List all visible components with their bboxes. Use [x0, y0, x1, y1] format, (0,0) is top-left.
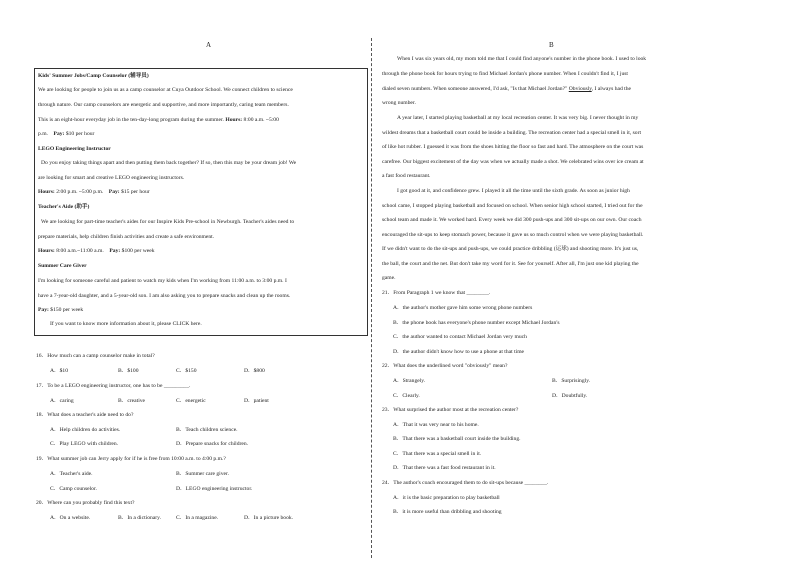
passage-b-line: I got good at it, and confidence grew. I played it all the time until the sixth grade. As soon as junior high: [397, 188, 630, 194]
pay-label: Pay:: [108, 189, 120, 195]
underlined-word-obviously: Obviously: [568, 86, 592, 92]
question-20-option-c[interactable]: C．In a magazine.: [176, 515, 219, 521]
pay-value: $10 per hour: [65, 131, 95, 137]
question-19-option-b[interactable]: B．Summer care giver.: [176, 471, 229, 477]
question-17-option-a[interactable]: A．caring: [50, 398, 74, 404]
section-title-teachers-aide: Teacher's Aide (助手): [38, 204, 90, 210]
passage-a-line: [38, 189, 150, 196]
passage-b-line: When I was six years old, my mom told me that I could find anyone's number in the phone book. I used to look: [397, 56, 647, 62]
passage-a-line: [38, 117, 279, 124]
passage-a-line: I'm looking for someone careful and patient to watch my kids when I'm working from 11:00 a.m. to 3:00 p.m. I: [38, 278, 287, 284]
passage-a-line: We are looking for people to join us as a camp counselor at Cuya Outdoor School. We connect children to science: [38, 87, 293, 93]
column-label-b: B: [549, 41, 554, 49]
question-22-stem: 22．What does the underlined word "obviously" mean?: [382, 363, 508, 369]
passage-b-line: If we didn't want to do the sit-ups and push-ups, we could practice dribbling (运球) and shooting more. It's just us,: [382, 246, 639, 252]
question-22-option-c[interactable]: C．Clearly.: [393, 393, 420, 399]
hours-value: 2:00 p.m. ~5:00 p.m.: [56, 189, 104, 195]
question-20-option-d[interactable]: D．In a picture book.: [244, 515, 294, 521]
question-22-option-d[interactable]: D．Doubtfully.: [552, 393, 588, 399]
pay-label: Pay:: [53, 131, 65, 137]
question-16-stem: 16．How much can a camp counselor make in total?: [36, 353, 155, 359]
question-20-option-a[interactable]: A．On a website.: [50, 515, 91, 521]
question-23-option-d[interactable]: D．That there was a fast food restaurant in it.: [393, 465, 496, 471]
column-label-a: A: [206, 41, 212, 49]
hours-label: Hours:: [38, 248, 55, 254]
passage-b-line: wildest dreams that a basketball court could be inside a building. The recreation center had a special smell in it, sort: [382, 130, 641, 136]
passage-b-line: encouraged the sit-ups to keep stomach power, because it gave us so much control when we were playing basketball.: [382, 232, 644, 238]
section-title-summer-care-giver: Summer Care Giver: [38, 263, 87, 269]
passage-a-line: prepare materials, help children finish activities and create a safe environment.: [38, 234, 215, 240]
question-18-stem: 18．What does a teacher's aide need to do?: [36, 412, 134, 418]
question-16-option-c[interactable]: C．$150: [176, 368, 197, 374]
question-18-option-d[interactable]: D．Prepare snacks for children.: [176, 441, 249, 447]
pay-label: Pay:: [109, 248, 121, 254]
question-18-option-c[interactable]: C．Play LEGO with children.: [50, 441, 119, 447]
passage-b-line: game.: [382, 275, 396, 281]
hours-value: 8:00 a.m.~11:00 a.m.: [56, 248, 104, 254]
hours-value: 8:00 a.m. ~5:00: [243, 117, 279, 123]
passage-a-line: Do you enjoy taking things apart and then putting them back together? If so, then this may be your dream job! We: [41, 160, 297, 166]
question-18-option-b[interactable]: B．Teach children science.: [176, 427, 238, 433]
pay-label: Pay:: [38, 307, 49, 313]
question-23-option-a[interactable]: A．That it was very near to his home.: [393, 422, 479, 428]
question-22-option-a[interactable]: A．Strangely.: [393, 378, 426, 384]
question-22-option-b[interactable]: B．Surprisingly.: [552, 378, 591, 384]
pay-value: $100 per week: [121, 248, 155, 254]
question-19-option-d[interactable]: D．LEGO engineering instructor.: [176, 486, 253, 492]
passage-b-text: , I always had the: [591, 86, 632, 92]
question-19-stem: 19．What summer job can Jerry apply for if he is free from 10:00 a.m. to 4:00 p.m.?: [36, 456, 226, 462]
passage-b-line: [382, 86, 631, 93]
passage-a-line: [38, 248, 155, 255]
passage-a-text: This is an eight-hour everyday job in the ten-day-long program during the summer.: [38, 117, 224, 123]
question-24-option-b[interactable]: B．it is more useful than dribbling and shooting: [393, 509, 502, 515]
hours-value: p.m.: [38, 131, 48, 137]
question-21-option-b[interactable]: B．the phone book has everyone's phone number except Michael Jordan's: [393, 320, 560, 326]
question-17-option-b[interactable]: B．creative: [118, 398, 146, 404]
passage-b-line: wrong number.: [382, 100, 416, 106]
pay-value: $150 per week: [50, 307, 84, 313]
question-17-stem: 17．To be a LEGO engineering instructor, one has to be _________.: [36, 383, 191, 389]
question-21-option-a[interactable]: A．the author's mother gave him some wrong phone numbers: [393, 305, 533, 311]
passage-b-line: the ball, the court and the net. But don't take my word for it. See for yourself. After all, I'm just one kid playing the: [382, 261, 639, 267]
question-23-option-c[interactable]: C．That there was a special smell in it.: [393, 451, 482, 457]
question-20-stem: 20．Where can you probably find this text?: [36, 500, 135, 506]
question-21-option-d[interactable]: D．the author didn't know how to use a phone at that time: [393, 349, 525, 355]
passage-b-line: a fast food restaurant.: [382, 173, 431, 179]
question-24-option-a[interactable]: A．it is the basic preparation to play basketball: [393, 495, 500, 501]
pay-value: $15 per hour: [121, 189, 150, 195]
passage-b-text: dialed seven numbers. When someone answered, I'd ask, "Is that Michael Jordan?": [382, 86, 568, 92]
passage-b-line: of like hot rubber. I guessed it was from the shoes hitting the floor so fast and hard. The atmosphere on the court was: [382, 144, 644, 150]
passage-b-line: through the phone book for hours trying to find Michael Jordan's phone number. When I couldn't find it, I just: [382, 71, 628, 77]
passage-b-line: school team and made it. We worked hard. Every week we did 300 push-ups and 300 sit-ups on our own. Our coach: [382, 217, 642, 223]
section-title-lego-instructor: LEGO Engineering Instructor: [38, 146, 111, 152]
question-16-option-d[interactable]: D．$800: [244, 368, 265, 374]
column-divider: [371, 38, 372, 558]
passage-a-line: are looking for smart and creative LEGO engineering instructors.: [38, 175, 185, 181]
passage-a-line: We are looking for part-time teacher's aides for our Inspire Kids Pre-school in Newburgh. Teacher's aides need to: [41, 219, 295, 225]
question-17-option-c[interactable]: C．energetic: [176, 398, 206, 404]
question-16-option-a[interactable]: A．$10: [50, 368, 69, 374]
passage-a-line: [38, 307, 83, 314]
section-title-camp-counselor: Kids' Summer Jobs/Camp Counselor (辅导员): [38, 73, 149, 79]
hours-label: Hours:: [38, 189, 55, 195]
passage-b-line: school came, I stopped playing basketball and focused on school. When senior high school started, I tried out for the: [382, 203, 643, 209]
question-23-option-b[interactable]: B．That there was a basketball court inside the building.: [393, 436, 521, 442]
question-23-stem: 23．What surprised the author most at the recreation center?: [382, 407, 519, 413]
passage-a-line: [38, 131, 94, 138]
question-18-option-a[interactable]: A．Help children do activities.: [50, 427, 121, 433]
question-16-option-b[interactable]: B．$100: [118, 368, 139, 374]
question-19-option-c[interactable]: C．Camp counselor.: [50, 486, 97, 492]
question-17-option-d[interactable]: D．patient: [244, 398, 269, 404]
hours-label: Hours:: [225, 117, 243, 123]
passage-b-line: carefree. Our biggest excitement of the day was when we actually made a shot. We celebrated wins over ice cream at: [382, 159, 644, 165]
question-24-stem: 24．The author's coach encouraged them to do sit-ups because ________.: [382, 480, 549, 486]
question-20-option-b[interactable]: B．In a dictionary.: [118, 515, 161, 521]
question-21-option-c[interactable]: C．the author wanted to contact Michael Jordan very much: [393, 334, 527, 340]
question-21-stem: 21．From Paragraph 1 we know that ________.: [382, 290, 491, 296]
more-info-text: If you want to know more information about it, please CLICK here.: [50, 321, 202, 327]
question-19-option-a[interactable]: A．Teacher's aide.: [50, 471, 93, 477]
passage-b-line: A year later, I started playing basketball at my local recreation center. It was very big. I never thought in my: [397, 115, 639, 121]
passage-a-line: have a 7-year-old daughter, and a 5-year-old son. I am also asking you to prepare snacks and clean up the rooms.: [38, 293, 291, 299]
passage-a-line: through nature. Our camp counselors are energetic and supportive, and more importantly, caring team members.: [38, 102, 289, 108]
